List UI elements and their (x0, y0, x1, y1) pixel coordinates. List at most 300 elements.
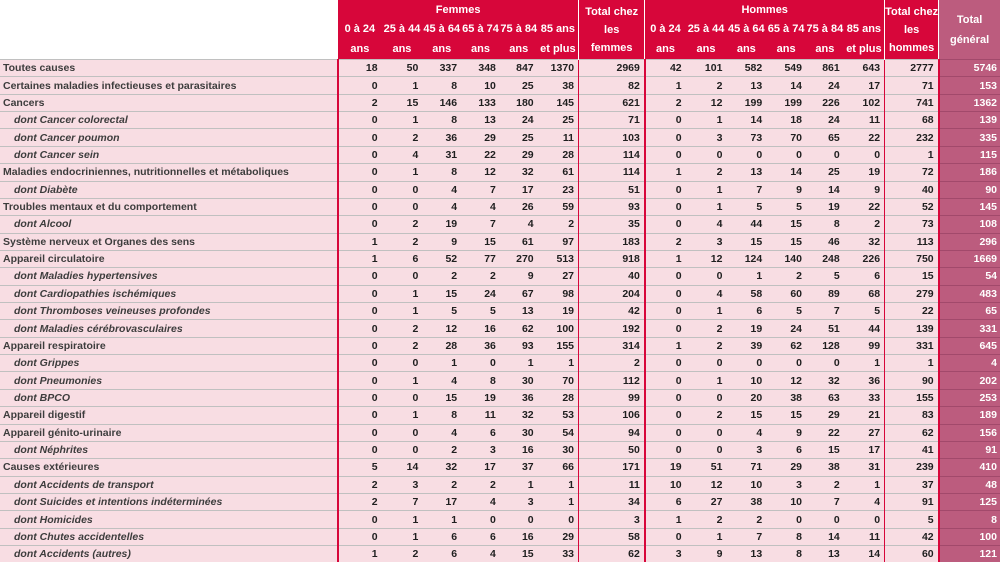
female-age-value: 270 (500, 250, 538, 267)
table-row (0, 181, 1000, 198)
female-age-value: 27 (538, 268, 579, 285)
cause-label: Causes extérieures (0, 459, 338, 476)
male-age-value: 0 (645, 285, 686, 302)
female-total-value: 93 (579, 198, 645, 215)
female-age-value: 24 (461, 285, 500, 302)
female-age-value: 15 (382, 94, 423, 111)
male-age-value: 24 (806, 77, 844, 94)
grand-total-value: 1669 (939, 250, 1000, 267)
male-age-value: 0 (645, 389, 686, 406)
table-row (0, 60, 1000, 77)
female-total-value: 34 (579, 493, 645, 510)
header-total-general (939, 0, 1000, 60)
female-age-value: 1 (382, 112, 423, 129)
male-age-value: 14 (806, 181, 844, 198)
male-age-value: 1 (645, 511, 686, 528)
female-age-value: 0 (461, 355, 500, 372)
female-age-value: 0 (382, 424, 423, 441)
male-age-value: 14 (726, 112, 766, 129)
female-age-value: 1 (538, 355, 579, 372)
male-total-value: 741 (885, 94, 939, 111)
female-age-value: 1 (382, 77, 423, 94)
male-age-value: 0 (645, 320, 686, 337)
female-age-value: 0 (382, 198, 423, 215)
female-age-value: 2 (382, 233, 423, 250)
male-age-value: 2 (686, 320, 727, 337)
male-age-value: 2 (726, 511, 766, 528)
female-total-value: 62 (579, 546, 645, 562)
cause-label: Certaines maladies infectieuses et parasitaires (0, 77, 338, 94)
male-age-value: 0 (766, 146, 806, 163)
female-age-value: 8 (422, 164, 461, 181)
female-age-value: 4 (500, 216, 538, 233)
header-total-hommes (885, 0, 939, 60)
table-row (0, 94, 1000, 111)
cause-label: dont Maladies cérébrovasculaires (0, 320, 338, 337)
male-age-value: 1 (686, 372, 727, 389)
grand-total-value: 335 (939, 129, 1000, 146)
male-age-value: 15 (806, 441, 844, 458)
female-age-value: 52 (422, 250, 461, 267)
male-total-value: 71 (885, 77, 939, 94)
cause-label: Appareil génito-urinaire (0, 424, 338, 441)
header-age-h-2 (726, 19, 766, 60)
male-age-value: 6 (645, 493, 686, 510)
male-age-value: 25 (806, 164, 844, 181)
table-row (0, 511, 1000, 528)
male-age-value: 8 (766, 546, 806, 562)
female-age-value: 0 (382, 389, 423, 406)
male-age-value: 14 (766, 77, 806, 94)
male-age-value: 0 (645, 198, 686, 215)
cause-label: dont Chutes accidentelles (0, 528, 338, 545)
grand-total-value: 410 (939, 459, 1000, 476)
male-age-value: 21 (844, 407, 885, 424)
male-age-value: 0 (645, 216, 686, 233)
female-total-value: 204 (579, 285, 645, 302)
table-row (0, 528, 1000, 545)
male-age-value: 44 (844, 320, 885, 337)
female-age-value: 2 (338, 493, 382, 510)
cause-label: Cancers (0, 94, 338, 111)
female-age-value: 145 (538, 94, 579, 111)
grand-total-value: 108 (939, 216, 1000, 233)
female-age-value: 32 (422, 459, 461, 476)
male-age-value: 19 (844, 164, 885, 181)
female-total-value: 192 (579, 320, 645, 337)
male-age-value: 8 (766, 528, 806, 545)
female-age-value: 9 (500, 268, 538, 285)
male-age-value: 24 (766, 320, 806, 337)
male-age-value: 2 (686, 407, 727, 424)
male-age-value: 861 (806, 60, 844, 77)
male-age-value: 51 (686, 459, 727, 476)
female-age-value: 0 (338, 112, 382, 129)
male-total-value: 40 (885, 181, 939, 198)
header-total-hommes-line3: hommes (885, 39, 938, 57)
male-age-value: 32 (806, 372, 844, 389)
female-age-value: 19 (461, 389, 500, 406)
female-age-value: 30 (500, 424, 538, 441)
male-age-value: 5 (806, 268, 844, 285)
female-age-value: 1 (338, 233, 382, 250)
female-age-value: 93 (500, 337, 538, 354)
female-age-value: 1370 (538, 60, 579, 77)
female-total-value: 918 (579, 250, 645, 267)
male-age-value: 226 (844, 250, 885, 267)
female-age-value: 50 (382, 60, 423, 77)
grand-total-value: 153 (939, 77, 1000, 94)
male-age-value: 13 (726, 164, 766, 181)
header-age-f-0 (338, 19, 382, 60)
female-age-value: 0 (461, 511, 500, 528)
male-age-value: 2 (686, 337, 727, 354)
female-age-value: 1 (538, 476, 579, 493)
male-age-value: 32 (844, 233, 885, 250)
female-age-value: 19 (538, 303, 579, 320)
cause-label: dont Accidents de transport (0, 476, 338, 493)
female-age-value: 0 (338, 198, 382, 215)
grand-total-value: 1362 (939, 94, 1000, 111)
female-age-value: 22 (461, 146, 500, 163)
female-age-value: 337 (422, 60, 461, 77)
male-age-value: 73 (726, 129, 766, 146)
header-age-h-0 (645, 19, 686, 60)
female-age-value: 100 (538, 320, 579, 337)
female-total-value: 42 (579, 303, 645, 320)
female-age-value: 0 (382, 181, 423, 198)
male-age-value: 13 (726, 77, 766, 94)
male-total-value: 5 (885, 511, 939, 528)
female-age-value: 1 (382, 528, 423, 545)
female-total-value: 171 (579, 459, 645, 476)
age-label: ans (500, 39, 538, 59)
female-age-value: 0 (338, 389, 382, 406)
female-age-value: 61 (500, 233, 538, 250)
cause-label: Toutes causes (0, 60, 338, 77)
female-total-value: 183 (579, 233, 645, 250)
male-age-value: 1 (844, 476, 885, 493)
table-row (0, 285, 1000, 302)
female-age-value: 8 (422, 112, 461, 129)
male-total-value: 42 (885, 528, 939, 545)
female-age-value: 3 (382, 476, 423, 493)
male-age-value: 0 (645, 146, 686, 163)
grand-total-value: 202 (939, 372, 1000, 389)
age-label: ans (686, 39, 727, 59)
table-row (0, 146, 1000, 163)
age-label: ans (726, 39, 766, 59)
male-age-value: 27 (844, 424, 885, 441)
cause-label: Appareil respiratoire (0, 337, 338, 354)
male-age-value: 29 (806, 407, 844, 424)
male-total-value: 73 (885, 216, 939, 233)
grand-total-value: 121 (939, 546, 1000, 562)
male-age-value: 226 (806, 94, 844, 111)
table-row (0, 268, 1000, 285)
age-label: ans (766, 39, 806, 59)
male-age-value: 1 (686, 181, 727, 198)
male-total-value: 52 (885, 198, 939, 215)
female-age-value: 0 (338, 268, 382, 285)
female-age-value: 66 (538, 459, 579, 476)
female-age-value: 33 (538, 546, 579, 562)
female-age-value: 4 (461, 546, 500, 562)
male-age-value: 0 (766, 511, 806, 528)
female-age-value: 7 (461, 216, 500, 233)
male-age-value: 70 (766, 129, 806, 146)
female-total-value: 51 (579, 181, 645, 198)
cause-label: dont Cancer poumon (0, 129, 338, 146)
male-age-value: 39 (726, 337, 766, 354)
table-row (0, 77, 1000, 94)
female-age-value: 0 (338, 216, 382, 233)
cause-label: dont Pneumonies (0, 372, 338, 389)
age-label: 0 à 24 (338, 19, 381, 39)
male-age-value: 0 (645, 268, 686, 285)
female-age-value: 3 (461, 441, 500, 458)
female-age-value: 38 (538, 77, 579, 94)
male-age-value: 9 (766, 181, 806, 198)
female-age-value: 23 (538, 181, 579, 198)
male-age-value: 0 (645, 112, 686, 129)
cause-label: Appareil digestif (0, 407, 338, 424)
header-total-femmes (579, 0, 645, 60)
female-total-value: 58 (579, 528, 645, 545)
table-row (0, 164, 1000, 181)
female-age-value: 2 (422, 441, 461, 458)
female-age-value: 513 (538, 250, 579, 267)
female-age-value: 2 (382, 216, 423, 233)
female-age-value: 18 (338, 60, 382, 77)
grand-total-value: 90 (939, 181, 1000, 198)
male-age-value: 0 (686, 389, 727, 406)
male-age-value: 7 (726, 181, 766, 198)
female-age-value: 11 (461, 407, 500, 424)
male-age-value: 29 (766, 459, 806, 476)
table-row (0, 546, 1000, 562)
male-age-value: 10 (645, 476, 686, 493)
female-age-value: 5 (422, 303, 461, 320)
cause-label: dont Thromboses veineuses profondes (0, 303, 338, 320)
female-age-value: 5 (461, 303, 500, 320)
female-total-value: 50 (579, 441, 645, 458)
table-row (0, 303, 1000, 320)
grand-total-value: 100 (939, 528, 1000, 545)
male-age-value: 0 (645, 129, 686, 146)
female-age-value: 2 (338, 94, 382, 111)
female-age-value: 8 (422, 77, 461, 94)
male-age-value: 1 (645, 250, 686, 267)
female-age-value: 31 (422, 146, 461, 163)
male-age-value: 14 (766, 164, 806, 181)
male-total-value: 83 (885, 407, 939, 424)
female-age-value: 6 (422, 528, 461, 545)
female-age-value: 4 (422, 372, 461, 389)
table-row (0, 476, 1000, 493)
male-age-value: 36 (844, 372, 885, 389)
female-age-value: 1 (500, 476, 538, 493)
male-age-value: 15 (726, 233, 766, 250)
age-label: 85 ans (844, 19, 884, 39)
table-row (0, 424, 1000, 441)
male-age-value: 9 (686, 546, 727, 562)
male-age-value: 17 (844, 77, 885, 94)
female-age-value: 15 (500, 546, 538, 562)
male-age-value: 27 (686, 493, 727, 510)
female-total-value: 2 (579, 355, 645, 372)
male-age-value: 0 (686, 424, 727, 441)
male-total-value: 155 (885, 389, 939, 406)
male-age-value: 2 (766, 268, 806, 285)
male-age-value: 3 (645, 546, 686, 562)
male-age-value: 3 (686, 233, 727, 250)
cause-label: dont Alcool (0, 216, 338, 233)
male-age-value: 24 (806, 112, 844, 129)
male-age-value: 1 (686, 198, 727, 215)
female-age-value: 37 (500, 459, 538, 476)
male-age-value: 140 (766, 250, 806, 267)
female-total-value: 35 (579, 216, 645, 233)
female-age-value: 4 (422, 424, 461, 441)
cause-label: dont Accidents (autres) (0, 546, 338, 562)
female-age-value: 155 (538, 337, 579, 354)
grand-total-value: 189 (939, 407, 1000, 424)
male-age-value: 582 (726, 60, 766, 77)
cause-label: dont Homicides (0, 511, 338, 528)
male-age-value: 15 (766, 233, 806, 250)
female-age-value: 2 (382, 129, 423, 146)
female-total-value: 40 (579, 268, 645, 285)
female-age-value: 4 (461, 493, 500, 510)
female-age-value: 2 (338, 476, 382, 493)
header-age-f-5 (538, 19, 579, 60)
table-row (0, 493, 1000, 510)
header-total-femmes-line2: les (579, 21, 644, 39)
male-age-value: 65 (806, 129, 844, 146)
grand-total-value: 65 (939, 303, 1000, 320)
female-total-value: 112 (579, 372, 645, 389)
table-row (0, 372, 1000, 389)
female-age-value: 2 (461, 268, 500, 285)
female-age-value: 17 (500, 181, 538, 198)
male-total-value: 37 (885, 476, 939, 493)
male-age-value: 22 (844, 129, 885, 146)
female-age-value: 8 (422, 407, 461, 424)
table-row (0, 129, 1000, 146)
male-age-value: 11 (844, 112, 885, 129)
female-total-value: 3 (579, 511, 645, 528)
female-age-value: 180 (500, 94, 538, 111)
table-row (0, 407, 1000, 424)
cause-label: dont Suicides et intentions indéterminées (0, 493, 338, 510)
male-age-value: 51 (806, 320, 844, 337)
female-age-value: 4 (422, 181, 461, 198)
male-age-value: 4 (844, 493, 885, 510)
male-age-value: 0 (726, 355, 766, 372)
female-age-value: 0 (338, 303, 382, 320)
male-age-value: 58 (726, 285, 766, 302)
male-age-value: 1 (686, 112, 727, 129)
male-age-value: 9 (766, 424, 806, 441)
table-row (0, 112, 1000, 129)
header-corner (0, 0, 338, 60)
female-age-value: 12 (422, 320, 461, 337)
male-age-value: 0 (726, 146, 766, 163)
male-age-value: 46 (806, 233, 844, 250)
grand-total-value: 253 (939, 389, 1000, 406)
header-total-general-line2: général (939, 30, 1000, 50)
female-age-value: 6 (461, 424, 500, 441)
male-age-value: 31 (844, 459, 885, 476)
female-total-value: 114 (579, 164, 645, 181)
male-age-value: 14 (806, 528, 844, 545)
header-age-h-3 (766, 19, 806, 60)
male-age-value: 20 (726, 389, 766, 406)
male-total-value: 60 (885, 546, 939, 562)
female-age-value: 70 (538, 372, 579, 389)
female-age-value: 1 (382, 407, 423, 424)
male-age-value: 0 (844, 511, 885, 528)
female-age-value: 26 (500, 198, 538, 215)
header-total-femmes-line3: femmes (579, 39, 644, 57)
male-age-value: 5 (766, 198, 806, 215)
female-age-value: 0 (338, 424, 382, 441)
grand-total-value: 8 (939, 511, 1000, 528)
female-age-value: 4 (422, 198, 461, 215)
female-age-value: 15 (461, 233, 500, 250)
female-age-value: 0 (500, 511, 538, 528)
female-age-value: 17 (461, 459, 500, 476)
female-age-value: 28 (538, 146, 579, 163)
header-total-hommes-line2: les (885, 21, 938, 39)
header-age-h-5 (844, 19, 885, 60)
female-age-value: 1 (422, 511, 461, 528)
male-age-value: 12 (766, 372, 806, 389)
female-age-value: 2 (382, 320, 423, 337)
female-age-value: 4 (461, 198, 500, 215)
female-age-value: 8 (461, 372, 500, 389)
header-age-f-4 (500, 19, 538, 60)
male-total-value: 139 (885, 320, 939, 337)
male-age-value: 19 (726, 320, 766, 337)
male-age-value: 22 (806, 424, 844, 441)
female-age-value: 30 (500, 372, 538, 389)
female-age-value: 0 (338, 528, 382, 545)
female-age-value: 2 (461, 476, 500, 493)
female-age-value: 0 (338, 337, 382, 354)
grand-total-value: 296 (939, 233, 1000, 250)
age-label: et plus (844, 39, 884, 59)
male-age-value: 12 (686, 476, 727, 493)
table-row (0, 355, 1000, 372)
male-age-value: 3 (766, 476, 806, 493)
female-age-value: 13 (500, 303, 538, 320)
female-age-value: 0 (338, 181, 382, 198)
female-age-value: 2 (382, 337, 423, 354)
female-age-value: 16 (500, 528, 538, 545)
male-total-value: 1 (885, 146, 939, 163)
grand-total-value: 5746 (939, 60, 1000, 77)
age-label: ans (382, 39, 423, 59)
female-total-value: 71 (579, 112, 645, 129)
male-total-value: 68 (885, 112, 939, 129)
male-age-value: 7 (806, 303, 844, 320)
male-age-value: 17 (844, 441, 885, 458)
female-age-value: 12 (461, 164, 500, 181)
male-age-value: 1 (686, 528, 727, 545)
female-age-value: 1 (382, 303, 423, 320)
